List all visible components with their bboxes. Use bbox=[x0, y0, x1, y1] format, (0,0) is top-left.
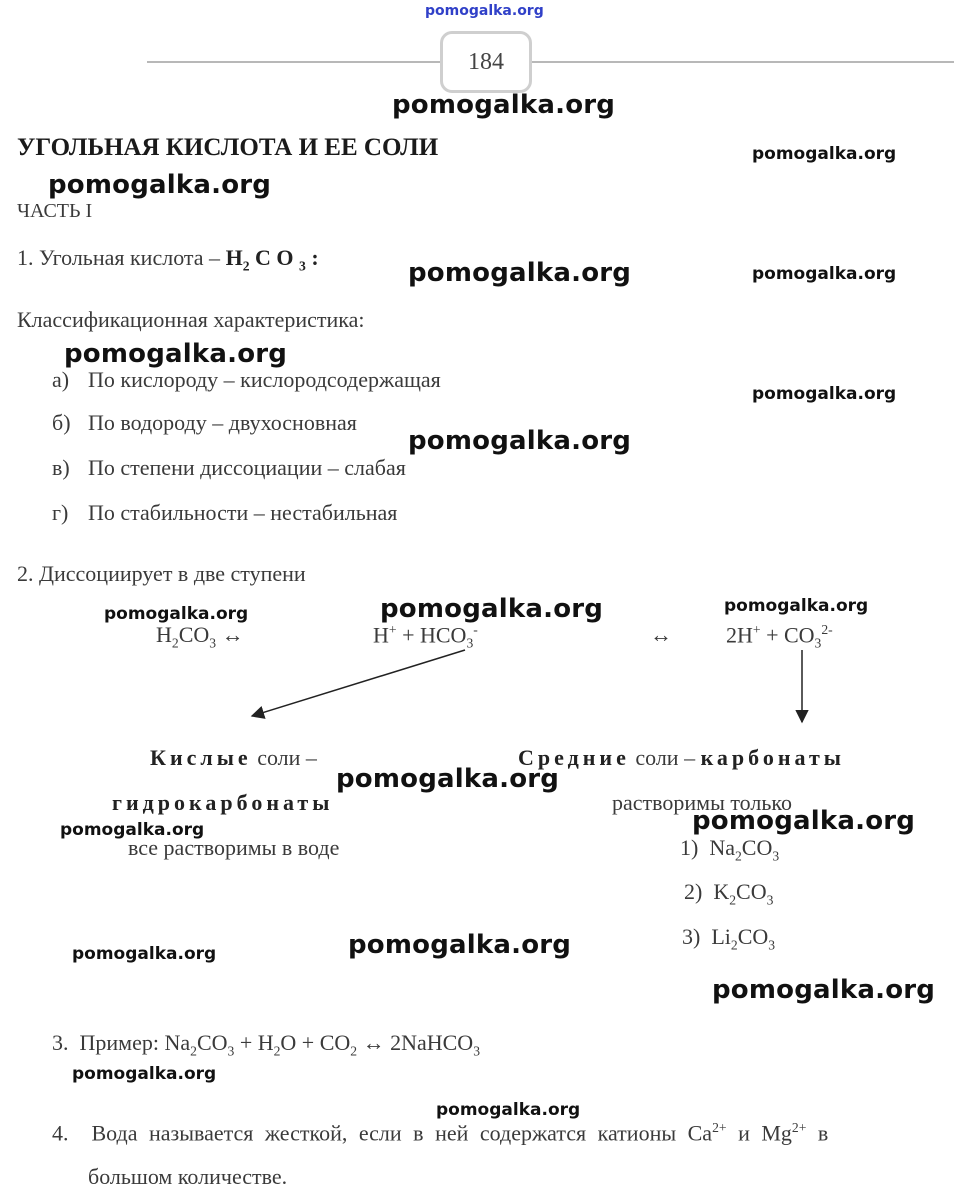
item-2: 2. Диссоциирует в две ступени bbox=[17, 561, 306, 586]
middle-salts-heading: Средние соли – карбонаты bbox=[518, 745, 845, 770]
watermark: pomogalka.org bbox=[392, 90, 616, 120]
watermark: pomogalka.org bbox=[72, 944, 217, 964]
watermark: pomogalka.org bbox=[48, 170, 272, 200]
arrow-to-acid-salts bbox=[252, 650, 465, 716]
classification-item: г) По стабильности – нестабильная bbox=[52, 500, 398, 525]
acid-salts-heading: Кислые соли – bbox=[150, 745, 317, 770]
acid-salts-note: все растворимы в воде bbox=[128, 835, 340, 860]
watermark: pomogalka.org bbox=[64, 339, 288, 369]
page-number: 184 bbox=[440, 31, 532, 93]
equation-second-step: $2H^+ + CO_3^{2-}$ bbox=[726, 622, 833, 651]
equation-h2co3: $H_2CO_3$ ↔ bbox=[156, 622, 244, 651]
watermark: pomogalka.org bbox=[72, 1064, 217, 1084]
equation-first-step: $H^+ + HCO_3^-$ bbox=[373, 622, 478, 651]
watermark: pomogalka.org bbox=[380, 594, 604, 624]
top-watermark: pomogalka.org bbox=[425, 3, 544, 19]
item-4-line-2: большом количестве. bbox=[88, 1164, 288, 1189]
classification-heading: Классификационная характеристика: bbox=[17, 307, 365, 332]
carbonate-item: 1) $Na_2CO_3$ bbox=[680, 835, 780, 864]
classification-item: в) По степени диссоциации – слабая bbox=[52, 455, 406, 480]
header-rule-left bbox=[147, 61, 440, 63]
watermark: pomogalka.org bbox=[692, 806, 916, 836]
item-3: 3. Пример: $Na_2CO_3 + H_2O + CO_2$ ↔ 2NaHCO$_3$ bbox=[52, 1030, 481, 1059]
watermark: pomogalka.org bbox=[712, 975, 936, 1005]
part-label: ЧАСТЬ I bbox=[17, 200, 93, 222]
carbonate-item: 2) $K_2CO_3$ bbox=[684, 879, 774, 908]
middle-salts-note: растворимы только bbox=[612, 790, 792, 815]
header-rule-right bbox=[529, 61, 954, 63]
item-1: 1. Угольная кислота – $H_2$ C O $_3$ : bbox=[17, 245, 319, 274]
watermark: pomogalka.org bbox=[408, 426, 632, 456]
watermark: pomogalka.org bbox=[336, 764, 560, 794]
watermark: pomogalka.org bbox=[60, 820, 205, 840]
classification-item: б) По водороду – двухосновная bbox=[52, 410, 357, 435]
classification-item: а) По кислороду – кислородсодержащая bbox=[52, 367, 441, 392]
carbonate-item: 3) $Li_2CO_3$ bbox=[682, 924, 776, 953]
watermark: pomogalka.org bbox=[752, 384, 897, 404]
watermark: pomogalka.org bbox=[348, 930, 572, 960]
item-4-line-1: 4. Вода называется жесткой, если в ней содержатся катионы $Ca^{2+}$ и $Mg^{2+}$ в bbox=[52, 1120, 829, 1146]
watermark: pomogalka.org bbox=[752, 264, 897, 284]
page-title: УГОЛЬНАЯ КИСЛОТА И ЕЕ СОЛИ bbox=[17, 134, 439, 161]
watermark: pomogalka.org bbox=[724, 596, 869, 616]
watermark: pomogalka.org bbox=[752, 144, 897, 164]
equation-arrow: ↔ bbox=[650, 622, 672, 647]
watermark: pomogalka.org bbox=[408, 258, 632, 288]
watermark: pomogalka.org bbox=[104, 604, 249, 624]
acid-salts-name: гидрокарбонаты bbox=[112, 790, 334, 815]
watermark: pomogalka.org bbox=[436, 1100, 581, 1120]
